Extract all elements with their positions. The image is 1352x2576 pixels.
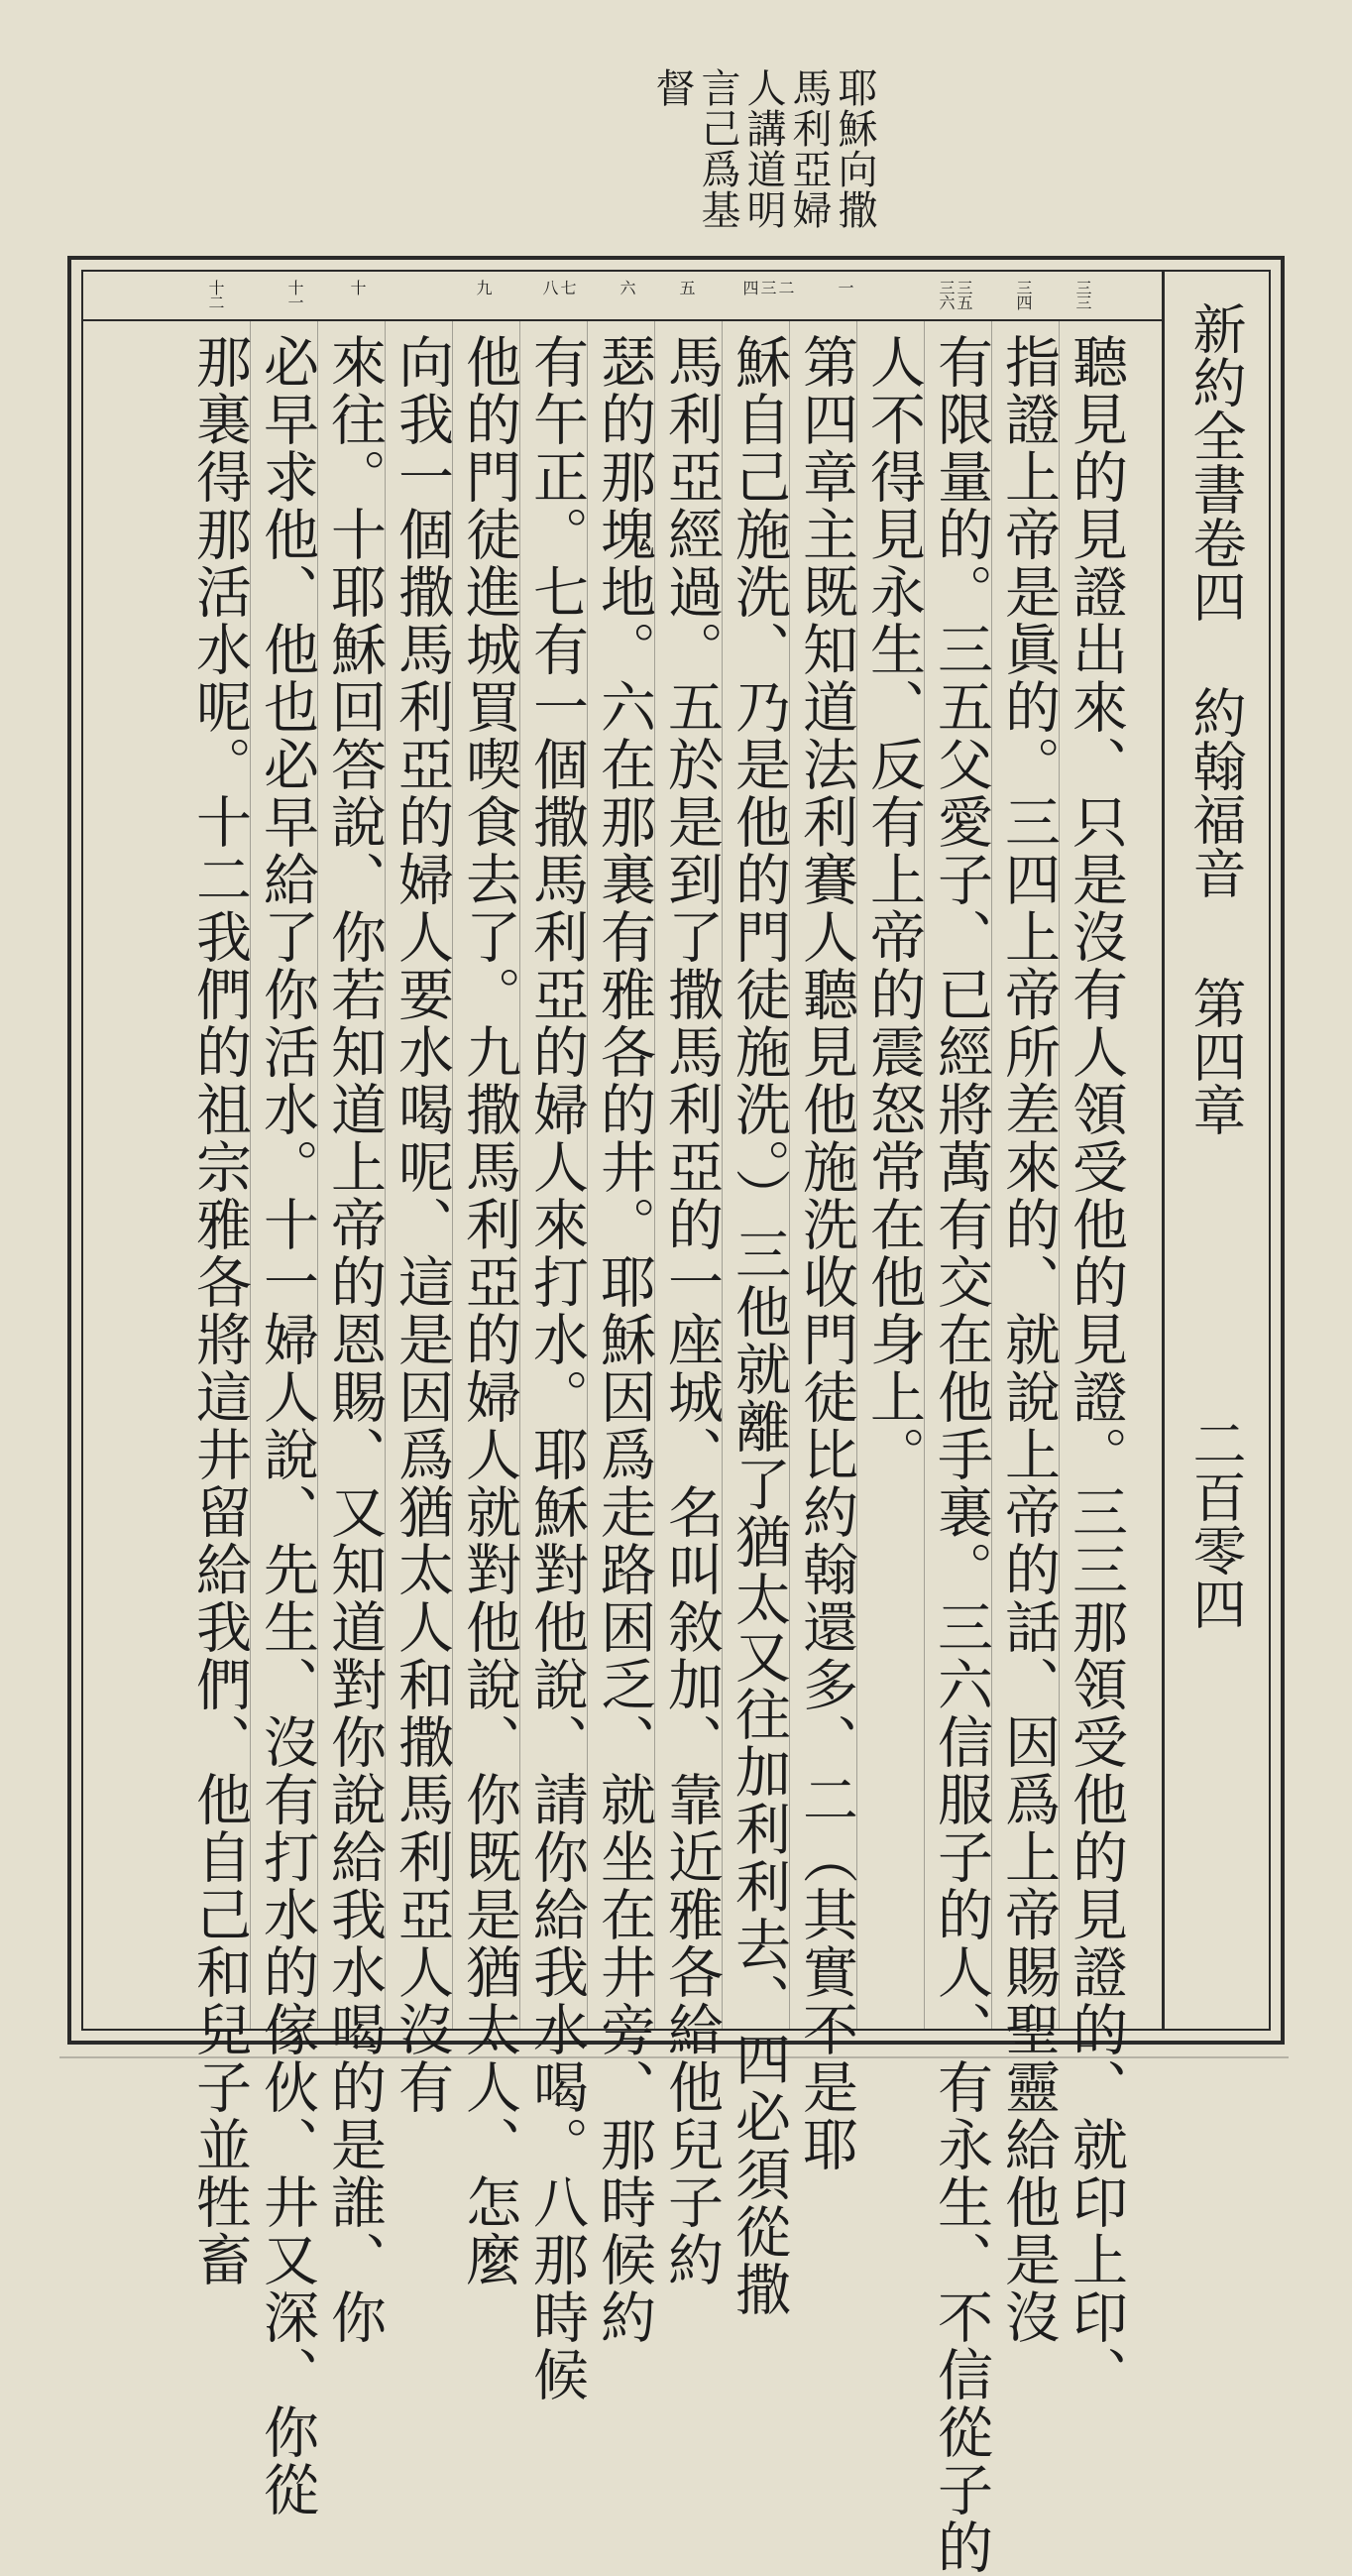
verse-number: 三五 bbox=[955, 280, 973, 309]
text-column: 馬利亞經過。五於是到了撒馬利亞的一座城、名叫敘加、靠近雅各給他兒子約 bbox=[659, 333, 724, 2288]
column-rule bbox=[654, 321, 655, 2029]
text-column: 有限量的。三五父愛子、已經將萬有交在他手裏。三六信服子的人、有永生、不信從子的 bbox=[929, 333, 993, 2576]
verse-number: 十二 bbox=[206, 280, 225, 309]
verse-number: 三四 bbox=[1014, 280, 1033, 309]
page-number: 二百零四 bbox=[1184, 1415, 1247, 1630]
text-column: 那裏得那活水呢。十二我們的祖宗雅各將這井留給我們、他自己和兒子並牲畜 bbox=[187, 333, 252, 2288]
column-rule bbox=[519, 321, 520, 2029]
running-header bbox=[1162, 272, 1269, 2029]
text-column: 向我一個撒馬利亞的婦人要水喝呢、這是因爲猶太人和撒馬利亞人沒有 bbox=[390, 333, 454, 2116]
verse-number: 八 bbox=[540, 280, 559, 294]
column-rule bbox=[722, 321, 723, 2029]
verse-number: 四 bbox=[740, 280, 759, 294]
column-rule bbox=[250, 321, 251, 2029]
verse-number: 九 bbox=[474, 280, 493, 294]
column-rule bbox=[991, 321, 992, 2029]
chapter-title: 第四章 bbox=[1184, 976, 1247, 1137]
verse-number: 二 bbox=[776, 280, 795, 294]
page-edge-line bbox=[59, 2056, 1289, 2058]
text-column: 第四章主既知道法利賽人聽見他施洗收門徒比約翰還多、二（其實不是耶 bbox=[794, 333, 858, 2173]
text-column: 來往。十耶穌回答說、你若知道上帝的恩賜、又知道對你說給我水喝的是誰、你 bbox=[322, 333, 387, 2346]
gospel-title: 約翰福音 bbox=[1184, 685, 1247, 900]
verse-number: 六 bbox=[618, 280, 636, 294]
verse-number: 十一 bbox=[285, 280, 304, 309]
column-rule bbox=[924, 321, 925, 2029]
text-frame-inner bbox=[81, 270, 1271, 2576]
section-heading-line: 耶穌向撒 bbox=[832, 67, 877, 230]
verse-number: 五 bbox=[677, 280, 696, 294]
section-heading bbox=[649, 67, 877, 256]
section-heading-line: 督 bbox=[649, 67, 695, 108]
column-rule bbox=[789, 321, 790, 2029]
section-heading-line: 人講道明 bbox=[740, 67, 786, 230]
text-column: 他的門徒進城買喫食去了。九撒馬利亞的婦人就對他說、你既是猶太人、怎麼 bbox=[457, 333, 521, 2288]
column-rule bbox=[587, 321, 588, 2029]
column-rule bbox=[452, 321, 453, 2029]
verse-number: 十 bbox=[348, 280, 367, 294]
book-title: 新約全書卷四 bbox=[1184, 301, 1247, 623]
text-column: 穌自己施洗、乃是他的門徒施洗。）三他就離了猶太又往加利利去、四必須從撒 bbox=[727, 333, 791, 2318]
column-rule bbox=[1059, 321, 1060, 2029]
verse-number: 三三 bbox=[1073, 280, 1092, 309]
verse-number: 七 bbox=[558, 280, 577, 294]
section-heading-line: 馬利亞婦 bbox=[786, 67, 832, 230]
verse-number-strip bbox=[83, 272, 1162, 321]
text-column: 瑟的那塊地。六在那裏有雅各的井。耶穌因爲走路困乏、就坐在井旁、那時候約 bbox=[592, 333, 656, 2346]
bleed-through-text bbox=[79, 59, 119, 228]
text-column: 有午正。七有一個撒馬利亞的婦人來打水。耶穌對他說、請你給我水喝。八那時候 bbox=[524, 333, 589, 2403]
text-column: 聽見的見證出來、只是沒有人領受他的見證。三三那領受他的見證的、就印上印、 bbox=[1064, 333, 1128, 2403]
verse-number: 一 bbox=[836, 280, 854, 294]
column-rule bbox=[317, 321, 318, 2029]
text-frame bbox=[67, 256, 1285, 2576]
text-column: 指證上帝是眞的。三四上帝所差來的、就說上帝的話、因爲上帝賜聖靈給他是沒 bbox=[996, 333, 1061, 2346]
verse-number: 三六 bbox=[937, 280, 956, 309]
text-column: 人不得見永生、反有上帝的震怒常在他身上。 bbox=[861, 333, 926, 1483]
text-columns bbox=[83, 321, 1162, 2576]
column-rule bbox=[856, 321, 857, 2029]
section-heading-line: 言己爲基 bbox=[695, 67, 740, 230]
column-rule bbox=[385, 321, 386, 2029]
text-column: 必早求他、他也必早給了你活水。十一婦人說、先生、沒有打水的傢伙、井又深、你從 bbox=[255, 333, 319, 2518]
verse-number: 三 bbox=[758, 280, 777, 294]
